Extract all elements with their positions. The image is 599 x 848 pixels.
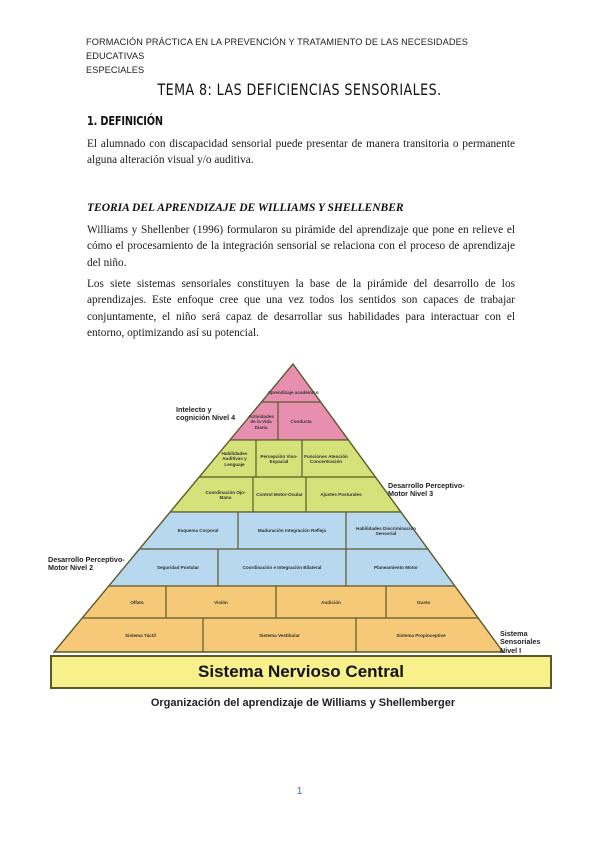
cell-vision: Visión xyxy=(214,599,228,605)
label-nivel-2: Desarrollo Perceptivo-Motor Nivel 2 xyxy=(48,555,125,573)
cell-sistema-propioceptivo: Sistema Propioceptive xyxy=(396,632,446,638)
cell-funciones-atencion: Funciones Atención Concentración xyxy=(304,453,348,464)
theory-heading: TEORIA DEL APRENDIZAJE DE WILLIAMS Y SHELLENBER xyxy=(87,202,404,214)
section-heading-definicion: 1. DEFINICIÓN xyxy=(87,113,163,128)
header-line-1: FORMACIÓN PRÁCTICA EN LA PREVENCIÓN Y TRATAMIENTO DE LAS NECESIDADES EDUCATIVAS xyxy=(86,37,469,61)
label-nivel-4: Intelecto y cognición Nivel 4 xyxy=(176,405,236,423)
label-nivel-1: Sistema Sensoriales Nivel I xyxy=(500,629,541,655)
page-number: 1 xyxy=(296,786,303,797)
cell-aprendizaje-academico: Aprendizaje académico xyxy=(267,390,319,396)
cell-actividades-vida-diaria: Actividades de la Vida Diaria xyxy=(248,414,274,430)
cell-discriminacion-sensorial: Habilidades Discriminación Sensorial xyxy=(356,525,416,536)
cell-gusto: Gusto xyxy=(416,599,431,605)
cell-audicion: Audición xyxy=(321,599,341,605)
cell-control-motor-ocular: Control Motor-Ocular xyxy=(256,492,303,498)
cell-esquema-corporal: Esquema Corporal xyxy=(177,528,219,534)
cell-seguridad-postular: Seguridad Postular xyxy=(156,565,200,571)
cell-olfato: Olfato xyxy=(130,599,144,605)
theory-paragraph-2: Los siete sistemas sensoriales constituyen la base de la pirámide del desarrollo de los aprendizajes. Este enfoque cree que una vez todos los sentidos son capaces de trabajar conjuntamente, el niño será capaz de desarrollar sus habilidades para interactuar con el entorno, optimizando así su potencial. xyxy=(87,278,515,340)
cell-coordinacion-bilateral: Coordinación e Integración Bilateral xyxy=(242,565,322,571)
label-nivel-3: Desarrollo Perceptivo-Motor Nivel 3 xyxy=(388,481,465,499)
cell-percepcion-viso-espacial: Percepción Viso-Espacial xyxy=(260,453,298,464)
page-header xyxy=(86,35,526,77)
theory-paragraph-1: Williams y Shellenber (1996) formularon su pirámide del aprendizaje que pone en relieve el cómo el procesamiento de la integración sensorial se relaciona con el proceso de aprendizaje del niño. xyxy=(87,224,515,269)
figure-caption: Organización del aprendizaje de Williams y Shellemberger xyxy=(150,697,456,709)
sistema-nervioso-central-base: Sistema Nervioso Central xyxy=(50,655,552,689)
cell-maduracion-integracion: Maduración Integración Refleja xyxy=(257,528,327,534)
cell-planeamiento-motor: Planeamiento Motor xyxy=(374,565,418,571)
cell-sistema-vestibular: Sistema Vestibular xyxy=(259,632,300,638)
cell-sistema-tactil: Sistema Táctil xyxy=(125,632,156,638)
learning-pyramid-figure xyxy=(48,360,558,720)
cell-coordinacion-ojo-mano: Coordinación Ojo-Mano xyxy=(205,489,246,500)
definition-paragraph: El alumnado con discapacidad sensorial puede presentar de manera transitoria o permanente alguna alteración visual y/o auditiva. xyxy=(87,138,515,167)
header-line-2: ESPECIALES xyxy=(86,65,145,75)
document-title: TEMA 8: LAS DEFICIENCIAS SENSORIALES. xyxy=(157,80,442,99)
cell-ajustes-posturales: Ajustes Posturales xyxy=(320,492,362,498)
cell-conducta: Conducta xyxy=(290,419,312,425)
cell-habilidades-auditivas: Habilidades Auditivas y Lenguaje xyxy=(221,451,248,467)
